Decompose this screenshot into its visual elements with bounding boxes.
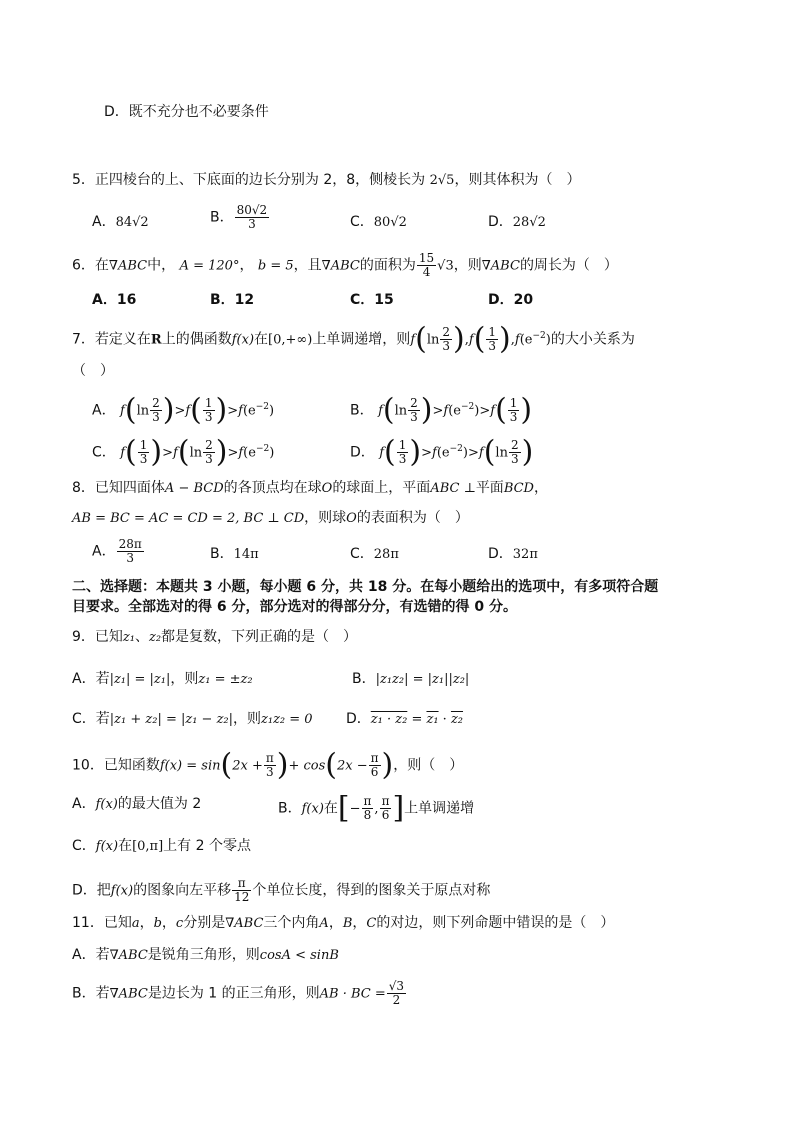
q10-text: 10．已知函数 (72, 757, 160, 774)
q8-stem-line2 (72, 509, 469, 528)
q6-text: 6．在 (72, 257, 109, 274)
q7-text: 7．若定义在 (72, 331, 151, 348)
label: B． (352, 671, 376, 687)
gt: > (467, 445, 479, 461)
frac (138, 439, 150, 466)
q6-text: 的周长为（ ） (519, 257, 618, 274)
q6-fraction-denominator: 4 (422, 265, 431, 279)
label: A． (92, 402, 116, 419)
q11-option-b (72, 980, 407, 1007)
math: f(x) = sin (159, 758, 221, 774)
q7-option-c: C． f( $\frac{1}{3}$ )>f(ln $\frac{2}{3}$ )$>f(e^{-2})$ (92, 434, 275, 470)
num: 1 (139, 438, 148, 452)
q7-interval: [0,+∞) (268, 332, 313, 348)
q9-text: 都是复数，下列正确的是（ ） (161, 629, 358, 645)
q11-comma: ， (139, 915, 154, 931)
q5-option-c (350, 213, 407, 232)
text: 个单位长度，得到的图象关于原点对称 (252, 882, 491, 899)
text: 是锐角三角形，则 (147, 947, 260, 963)
num: 1 (509, 396, 518, 410)
num: 2 (442, 325, 451, 339)
frac (380, 795, 392, 822)
text: ，则 (233, 711, 262, 727)
section2-heading-line1: 二、选择题：本题共 3 小题，每小题 6 分，共 18 分。在每小题给出的选项中，有多项符合题 (72, 579, 659, 595)
q8-text: 平面 (475, 480, 504, 496)
neg: − (349, 801, 361, 817)
label: B． (350, 402, 374, 419)
num: 2 (510, 438, 519, 452)
e: e (248, 445, 256, 461)
q8-option-a-fraction (117, 538, 144, 565)
q7-e: e (524, 332, 533, 348)
q7-frac (486, 326, 498, 353)
f: f (185, 403, 191, 419)
q9-stem (72, 628, 357, 647)
q11-b: b (153, 916, 162, 931)
q8-option-a (92, 538, 145, 565)
label: B．若 (72, 985, 110, 1002)
q10-option-c (72, 837, 251, 856)
q7-option-a: A． f(ln $\frac{2}{3}$ )>f( $\frac{1}{3}$ )$>f(e^{-2})$ (92, 392, 275, 428)
label: D． (488, 546, 513, 562)
num: 1 (204, 396, 213, 410)
num: 1 (488, 325, 497, 339)
triangle: ∇ABC (109, 986, 148, 1002)
text: 上有 2 个零点 (163, 838, 251, 854)
frac (509, 439, 521, 466)
q9-option-d (346, 710, 463, 729)
q7-exp: −2 (532, 330, 546, 341)
q6-triangle: ∇ABC (321, 258, 360, 274)
q6-angle: A = 120° (179, 258, 240, 274)
ln: ln (136, 403, 150, 419)
den: 3 (510, 452, 519, 466)
den: 3 (488, 339, 497, 353)
q5-option-b-fraction (235, 204, 270, 231)
frac (508, 397, 520, 424)
q8-o: O (346, 511, 357, 526)
den: 3 (509, 410, 518, 424)
q7-text: 上的偶函数 (161, 331, 232, 348)
num: π (363, 794, 372, 808)
math: 2x + (232, 758, 263, 774)
den: 3 (410, 410, 418, 424)
label: C． (72, 838, 96, 854)
frac (408, 397, 420, 424)
q8-tetra: A − BCD (164, 481, 224, 496)
q5-stem-text: 5．正四棱台的上、下底面的边长分别为 2，8，侧棱长为 (72, 172, 430, 188)
exp: −2 (255, 443, 270, 454)
num: π (370, 751, 379, 765)
q5-option-b-numerator: 80√2 (236, 203, 268, 217)
q7-f: f (468, 332, 474, 348)
label: C． (92, 444, 116, 461)
num: π (265, 751, 274, 765)
q6-text: ， (239, 257, 254, 274)
triangle: ∇ABC (109, 948, 148, 963)
den: 8 (363, 808, 372, 822)
q4-option-d-text: D．既不充分也不必要条件 (104, 104, 269, 120)
q9-option-a (72, 670, 253, 689)
q11-comma: ， (328, 915, 343, 931)
q8-text: ，则球 (304, 510, 347, 526)
text: 在 (118, 838, 133, 854)
math: z₁ = ±z₂ (198, 672, 253, 687)
num: 1 (398, 438, 407, 452)
eq: = (407, 712, 427, 727)
num: 2 (205, 438, 213, 452)
q6-text: ，则 (453, 257, 482, 274)
math: + cos (288, 758, 326, 774)
q6-option-a: A．16 (92, 292, 137, 308)
q7-text: 的大小关系为 (550, 331, 635, 348)
q6-side: b = 5 (257, 258, 294, 274)
q5-option-d-label: D． (488, 214, 513, 230)
q5-option-a-label: A． (92, 214, 116, 230)
q8-option-b (210, 545, 259, 564)
f: f (120, 403, 125, 419)
f: f (443, 403, 449, 419)
den: 6 (370, 765, 379, 779)
q9-text: 9．已知 (72, 629, 123, 645)
f: f (490, 403, 496, 419)
frac (150, 397, 162, 424)
math: 2x − (336, 758, 368, 774)
label: A． (72, 796, 96, 812)
e: e (248, 403, 256, 419)
label: A． (92, 543, 116, 560)
q6-stem (72, 252, 618, 279)
text: ，则 (170, 671, 199, 687)
q10-option-a (72, 795, 201, 814)
math: f(x) (110, 883, 134, 899)
q6-text: ，且 (293, 257, 322, 274)
q5-option-a-value: 84√2 (115, 215, 149, 230)
f: f (238, 445, 244, 461)
q7-option-d: D． f( $\frac{1}{3}$ )$>f(e^{-2})>f(\ln$ $\frac{2}{3}$ ) (350, 434, 534, 470)
q9-z2: z₂ (148, 630, 162, 645)
label: B． (278, 800, 302, 817)
q7-f: f (410, 332, 416, 348)
q7-paren: （ ） (72, 363, 114, 379)
value: 32π (512, 547, 538, 562)
gt: > (432, 403, 444, 419)
q8-text: 的球面上，平面 (332, 480, 431, 496)
q6-sqrt: √3 (437, 258, 454, 274)
math: cosA < sinB (259, 948, 339, 963)
q6-fraction (417, 252, 436, 279)
q11-triangle: ∇ABC (225, 916, 264, 931)
q11-stem (72, 914, 614, 933)
q5-stem-text-end: ，则其体积为（ ） (454, 172, 581, 188)
q6-option-c: C．15 (350, 292, 394, 308)
den: 3 (139, 452, 148, 466)
q5-option-b-label: B． (210, 209, 234, 226)
gt: > (421, 445, 433, 461)
q11-c: c (175, 916, 184, 931)
frac (397, 439, 409, 466)
section2-heading-line2: 目要求。全部选对的得 6 分，部分选对的得部分分，有选错的得 0 分。 (72, 599, 517, 615)
q11-C: C (366, 916, 377, 931)
dot: · (438, 712, 451, 727)
gt: > (174, 403, 186, 419)
q11-comma: ， (161, 915, 176, 931)
q6-triangle: ∇ABC (481, 258, 520, 274)
math: f(x) (301, 801, 324, 817)
den: 3 (126, 551, 134, 565)
q5-option-c-label: C． (350, 214, 374, 230)
f: f (378, 403, 383, 419)
exp: −2 (460, 401, 475, 412)
text: 是边长为 1 的正三角形，则 (147, 985, 320, 1002)
q11-text: 三个内角 (263, 915, 320, 931)
f: f (432, 445, 437, 461)
q5-option-c-value: 80√2 (373, 215, 407, 230)
q9-text: 、 (134, 629, 149, 645)
frac (369, 752, 381, 779)
q8-option-d (488, 545, 538, 564)
num: 2 (410, 396, 418, 410)
q4-option-d (104, 103, 269, 121)
q7-text: 在 (254, 331, 269, 348)
text: 的最大值为 2 (117, 796, 202, 812)
gt: > (479, 403, 491, 419)
q7-real-set: R (150, 332, 162, 348)
den: 3 (398, 452, 407, 466)
value: 28π (373, 547, 399, 562)
q8-text: 的各顶点均在球 (223, 480, 322, 496)
q5-option-d (488, 213, 546, 232)
f: f (173, 445, 178, 461)
math: AB · BC = (319, 986, 386, 1002)
q7-text: 上单调递增，则 (312, 331, 411, 348)
text: 的图象向左平移 (133, 882, 232, 899)
math: f(x) (95, 839, 119, 854)
q8-text: ， (533, 480, 548, 496)
math: f(x) (95, 797, 118, 812)
q6-option-b: B．12 (210, 292, 255, 308)
q7-option-b: B． f(ln $\frac{2}{3}$ )$>f(e^{-2})>f$( $\frac{1}{3}$ ) (350, 392, 533, 428)
gt: > (227, 445, 239, 461)
label: D． (346, 711, 371, 727)
q11-text: 分别是 (183, 915, 226, 931)
q8-plane: ABC ⊥ (430, 481, 476, 496)
label: D．把 (72, 882, 111, 899)
math: z₂ (450, 712, 464, 727)
value: 14π (233, 547, 259, 562)
den: 3 (442, 339, 451, 353)
math: z₁ (426, 712, 439, 727)
q10-option-b: B．f(x)在[− $\frac{\pi}{8}$ , $\frac{\pi}{6}$ ]上单调递增 (278, 790, 475, 826)
num: π (232, 877, 251, 891)
q11-A: A (319, 916, 329, 931)
q11-comma: ， (352, 915, 367, 931)
q7-stem: 7．若定义在R上的偶函数f(x)在[0,+∞)上单调递增，则f(ln $\frac{2}{3}$ ),f( $\frac{1}{3}$ )$,f(e^{-2})$的大小关系为 (72, 321, 635, 357)
q5-option-b (210, 204, 270, 231)
q11-a: a (131, 916, 140, 931)
math: |z₁z₂| = |z₁||z₂| (375, 672, 470, 687)
q10-text: ，则（ ） (393, 757, 464, 774)
q10-stem: 10．已知函数f(x) = sin(2x + $\frac{\pi}{3}$ )+ cos(2x − $\frac{\pi}{6}$ )，则（ ） (72, 747, 464, 783)
q8-option-c (350, 545, 399, 564)
math: |z₁| = |z₁| (109, 672, 171, 687)
frac (203, 397, 215, 424)
q8-o: O (321, 481, 333, 496)
q8-text: 的表面积为（ ） (356, 510, 469, 526)
f: f (238, 403, 243, 419)
q6-option-d: D．20 (488, 292, 534, 308)
den: 2 (392, 993, 401, 1007)
label: B． (210, 546, 234, 562)
frac (387, 980, 406, 1007)
q5-stem (72, 171, 580, 190)
q9-option-c (72, 710, 313, 729)
q11-B: B (342, 916, 353, 931)
exp: −2 (449, 443, 463, 454)
label: A．若 (72, 947, 110, 963)
q5-stem-math: 2√5 (429, 173, 455, 188)
q5-option-d-value: 28√2 (512, 215, 546, 230)
q9-z1: z₁ (122, 630, 135, 645)
interval: [0,π] (132, 839, 164, 854)
label: A．若 (72, 671, 110, 687)
q11-text: 11．已知 (72, 915, 132, 931)
ln: ln (189, 445, 203, 461)
den: 3 (265, 765, 274, 779)
f: f (120, 445, 126, 461)
label: C． (350, 546, 374, 562)
den: 6 (381, 808, 390, 822)
q7-frac (440, 326, 452, 353)
gt: > (162, 445, 174, 461)
q5-option-b-denominator: 3 (248, 217, 256, 231)
q6-fraction-numerator: 15 (418, 251, 435, 265)
frac (232, 877, 251, 904)
label: C．若 (72, 711, 110, 727)
q7-ln: ln (426, 332, 440, 348)
den: 12 (234, 890, 250, 904)
num: π (381, 794, 390, 808)
q8-plane: BCD (503, 481, 534, 496)
q8-text: 8．已知四面体 (72, 480, 165, 496)
math: z₁z₂ = 0 (261, 712, 313, 727)
f: f (478, 445, 484, 461)
den: 3 (152, 410, 160, 424)
label: D． (350, 444, 375, 461)
q6-text: 的面积为 (359, 257, 416, 274)
ln: ln (495, 445, 508, 461)
q8-stem (72, 479, 548, 498)
frac (203, 439, 215, 466)
q10-option-d (72, 877, 490, 904)
text: 在 (323, 800, 338, 817)
gt: > (227, 403, 239, 419)
num: √3 (388, 979, 405, 993)
q11-option-a (72, 946, 339, 965)
exp: −2 (255, 401, 270, 412)
q7-function: f(x) (231, 332, 255, 348)
q8-conditions: AB = BC = AC = CD = 2, BC ⊥ CD (72, 511, 305, 526)
q7-f: f (514, 332, 520, 348)
e: e (453, 403, 461, 419)
num: 28π (118, 537, 142, 551)
e: e (441, 445, 450, 461)
den: 3 (204, 410, 213, 424)
ln: ln (394, 403, 408, 419)
frac (362, 795, 374, 822)
q5-option-a (92, 213, 149, 232)
q6-triangle: ∇ABC (108, 258, 148, 274)
math: z₁ · z₂ (370, 712, 408, 727)
num: 2 (152, 396, 160, 410)
q6-text: 中， (147, 257, 176, 274)
f: f (379, 445, 385, 461)
q11-text: 的对边，则下列命题中错误的是（ ） (376, 915, 615, 931)
frac (264, 752, 276, 779)
q9-option-b (352, 670, 469, 689)
math: |z₁ + z₂| = |z₁ − z₂| (109, 712, 234, 727)
text: 上单调递增 (404, 800, 475, 817)
den: 3 (205, 452, 213, 466)
